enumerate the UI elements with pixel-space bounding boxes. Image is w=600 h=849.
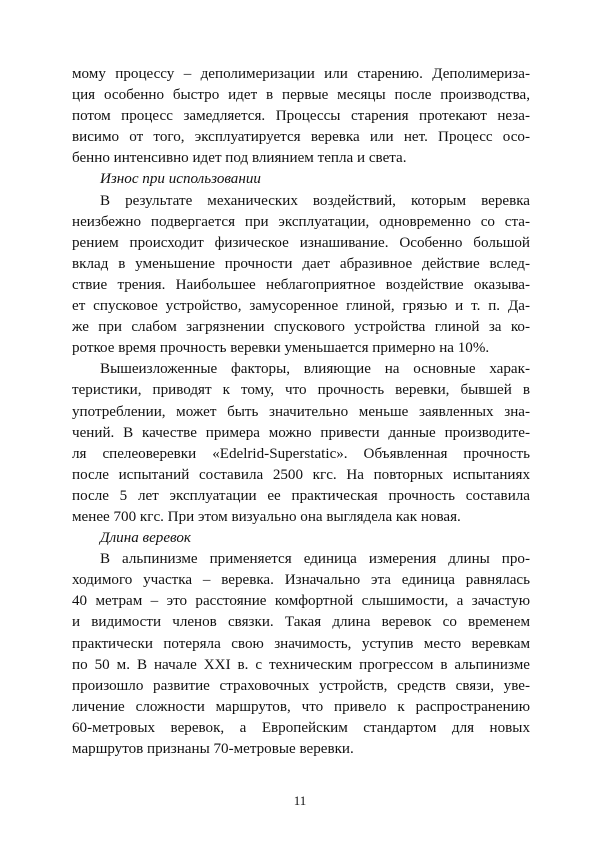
text-line: теристики, приводят к тому, что прочность веревки, бывшей в xyxy=(72,382,530,399)
text-line: вклад в уменьшение прочности дает абразивное действие вслед- xyxy=(72,255,530,272)
text-line: роткое время прочность веревки уменьшается примерно на 10%. xyxy=(72,340,490,357)
text-line: ет спусковое устройство, замусоренное глиной, грязью и т. п. Да- xyxy=(72,298,530,315)
paragraph-mechanical-wear xyxy=(72,191,530,360)
text-line: бенно интенсивно идет под влиянием тепла и света. xyxy=(72,150,407,167)
text-line: произошло развитие страховочных устройств, средств связи, уве- xyxy=(72,677,530,694)
text-line: ходимого участка – веревка. Изначально эта единица равнялась xyxy=(72,572,530,589)
text-line: по 50 м. В начале XXI в. с техническим прогрессом в альпинизме xyxy=(72,656,530,673)
text-line: практически потеряла свою значимость, уступив место веревкам xyxy=(72,635,530,652)
text-line: В результате механических воздействий, которым веревка xyxy=(100,192,530,209)
text-line: 40 метрам – это расстояние комфортной слышимости, а зачастую xyxy=(72,593,530,610)
section-heading-wear: Износ при использовании xyxy=(100,171,261,188)
paragraph-aging-continued xyxy=(72,64,530,169)
text-line: 60-метровых веревок, а Европейским стандартом для новых xyxy=(72,719,530,736)
text-line: В альпинизме применяется единица измерения длины про- xyxy=(100,551,530,568)
text-line: же при слабом загрязнении спускового устройства глиной за ко- xyxy=(72,319,530,336)
text-line: после испытаний составила 2500 кгс. На повторных испытаниях xyxy=(72,466,530,483)
section-heading-rope-length: Длина веревок xyxy=(100,530,191,547)
text-line: менее 700 кгс. При этом визуально она выглядела как новая. xyxy=(72,508,461,525)
text-line: и видимости членов связки. Такая длина веревок со временем xyxy=(72,614,530,631)
text-line: висимо от того, эксплуатируется веревка или нет. Процесс осо- xyxy=(72,129,530,146)
page-number: 11 xyxy=(293,793,307,808)
text-line: употреблении, может быть значительно меньше заявленных зна- xyxy=(72,403,530,420)
text-line: мому процессу – деполимеризации или старению. Деполимериза- xyxy=(72,66,530,82)
text-line: после 5 лет эксплуатации ее практическая прочность составила xyxy=(72,487,530,504)
text-line: потом процесс замедляется. Процессы старения протекают неза- xyxy=(72,108,530,125)
paragraph-strength-factors xyxy=(72,359,530,528)
text-line: неизбежно подвергается при эксплуатации, одновременно со ста- xyxy=(72,213,530,230)
paragraph-rope-length xyxy=(72,549,530,760)
text-line: ля спелеоверевки «Edelrid-Superstatic». Объявленная прочность xyxy=(72,445,530,462)
text-line: Вышеизложенные факторы, влияющие на основные харак- xyxy=(100,361,530,378)
text-line: маршрутов признаны 70-метровые веревки. xyxy=(72,741,354,757)
page-body xyxy=(72,64,530,760)
text-line: чений. В качестве примера можно привести данные производите- xyxy=(72,424,530,441)
text-line: ствие трения. Наибольшее неблагоприятное воздействие оказыва- xyxy=(72,276,530,293)
text-line: личение сложности маршрутов, что привело к распространению xyxy=(72,698,530,715)
text-line: ция особенно быстро идет в первые месяцы после производства, xyxy=(72,87,530,104)
text-line: рением происходит физическое изнашивание. Особенно большой xyxy=(72,234,530,251)
